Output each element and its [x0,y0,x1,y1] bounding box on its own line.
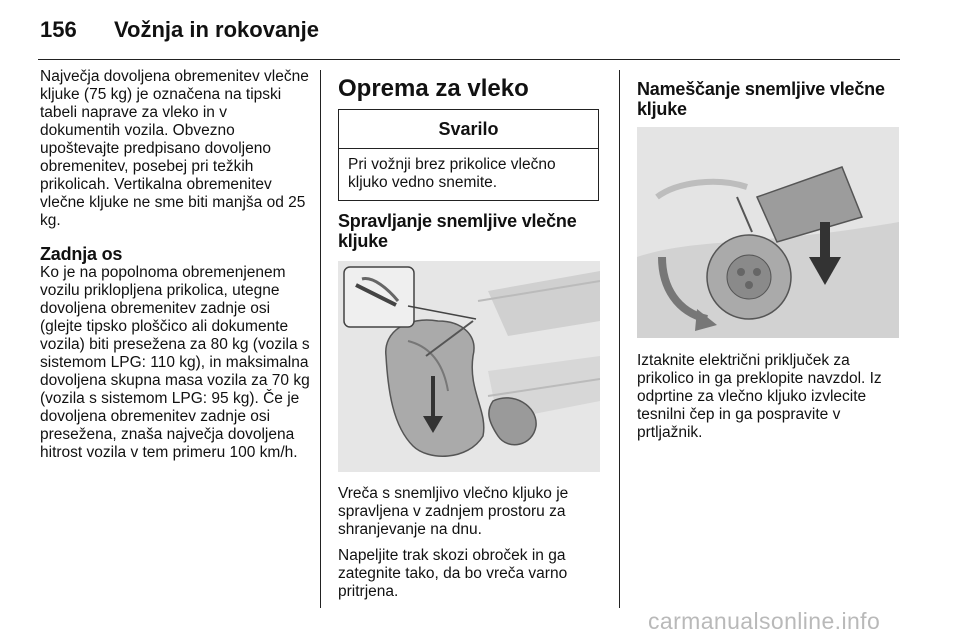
towing-equipment-heading: Oprema za vleko [338,75,529,102]
rear-axle-paragraph: Ko je na popolnoma obremenjenem vozilu priklopljena prikolica, utegne dovoljena obremenitev zadnje osi (glejte tipsko ploščico ali dokumente vozila) biti presežena za 80 kg (vozila s sistemom LPG: 110 kg), in maksimalna dovoljena skupna masa vozila za 70 kg (vozila s sistemom LPG: 95 kg). Če je dovoljena obremenitev zadnje osi presežena, znaša največja dovoljena hitrost vozila v tem primeru 100 km/h. [40,264,310,461]
warning-title: Svarilo [339,110,598,149]
stowing-captions [338,485,600,601]
fitting-paragraph: Iztaknite električni priključek za prikolico in ga preklopite navzdol. Iz odprtine za vlečno kljuko izvlecite tesnilni čep in ga pospravite v prtljažnik. [637,352,882,441]
trailer-socket-illustration [637,127,899,338]
warning-text: Pri vožnji brez prikolice vlečno kljuko vedno snemite. [348,156,556,191]
figure-caption-2: Napeljite trak skozi obroček in ga zategnite tako, da bo vreča varno pritrjena. [338,547,568,600]
header-divider [38,59,900,60]
towbar-load-paragraph: Največja dovoljena obremenitev vlečne kljuke (75 kg) je označena na tipski tabeli naprave za vleko in v dokumentih vozila. Obvezno upoštevajte predpisano dovoljeno obremenitev, posebej pri težkih prikolicah. Vertikalna obremenitev vlečne kljuke ne sme biti manjša od 25 kg. [40,68,309,229]
towbar-bag-illustration [338,261,600,472]
watermark: carmanualsonline.info [648,608,881,634]
fitting-towbar-heading: Nameščanje snemljive vlečne kljuke [637,79,885,119]
warning-box [338,109,599,201]
column-divider-2 [619,70,620,608]
figure-caption-1: Vreča s snemljivo vlečno kljuko je spravljena v zadnjem prostoru za shranjevanje na dnu. [338,485,569,538]
stowing-towbar-heading: Spravljanje snemljive vlečne kljuke [338,211,577,251]
rear-axle-heading: Zadnja os [40,244,123,264]
column-left [40,68,310,462]
fitting-text [637,352,899,442]
column-divider-1 [320,70,321,608]
page-number: 156 [40,17,77,42]
page-title: Vožnja in rokovanje [114,17,319,42]
